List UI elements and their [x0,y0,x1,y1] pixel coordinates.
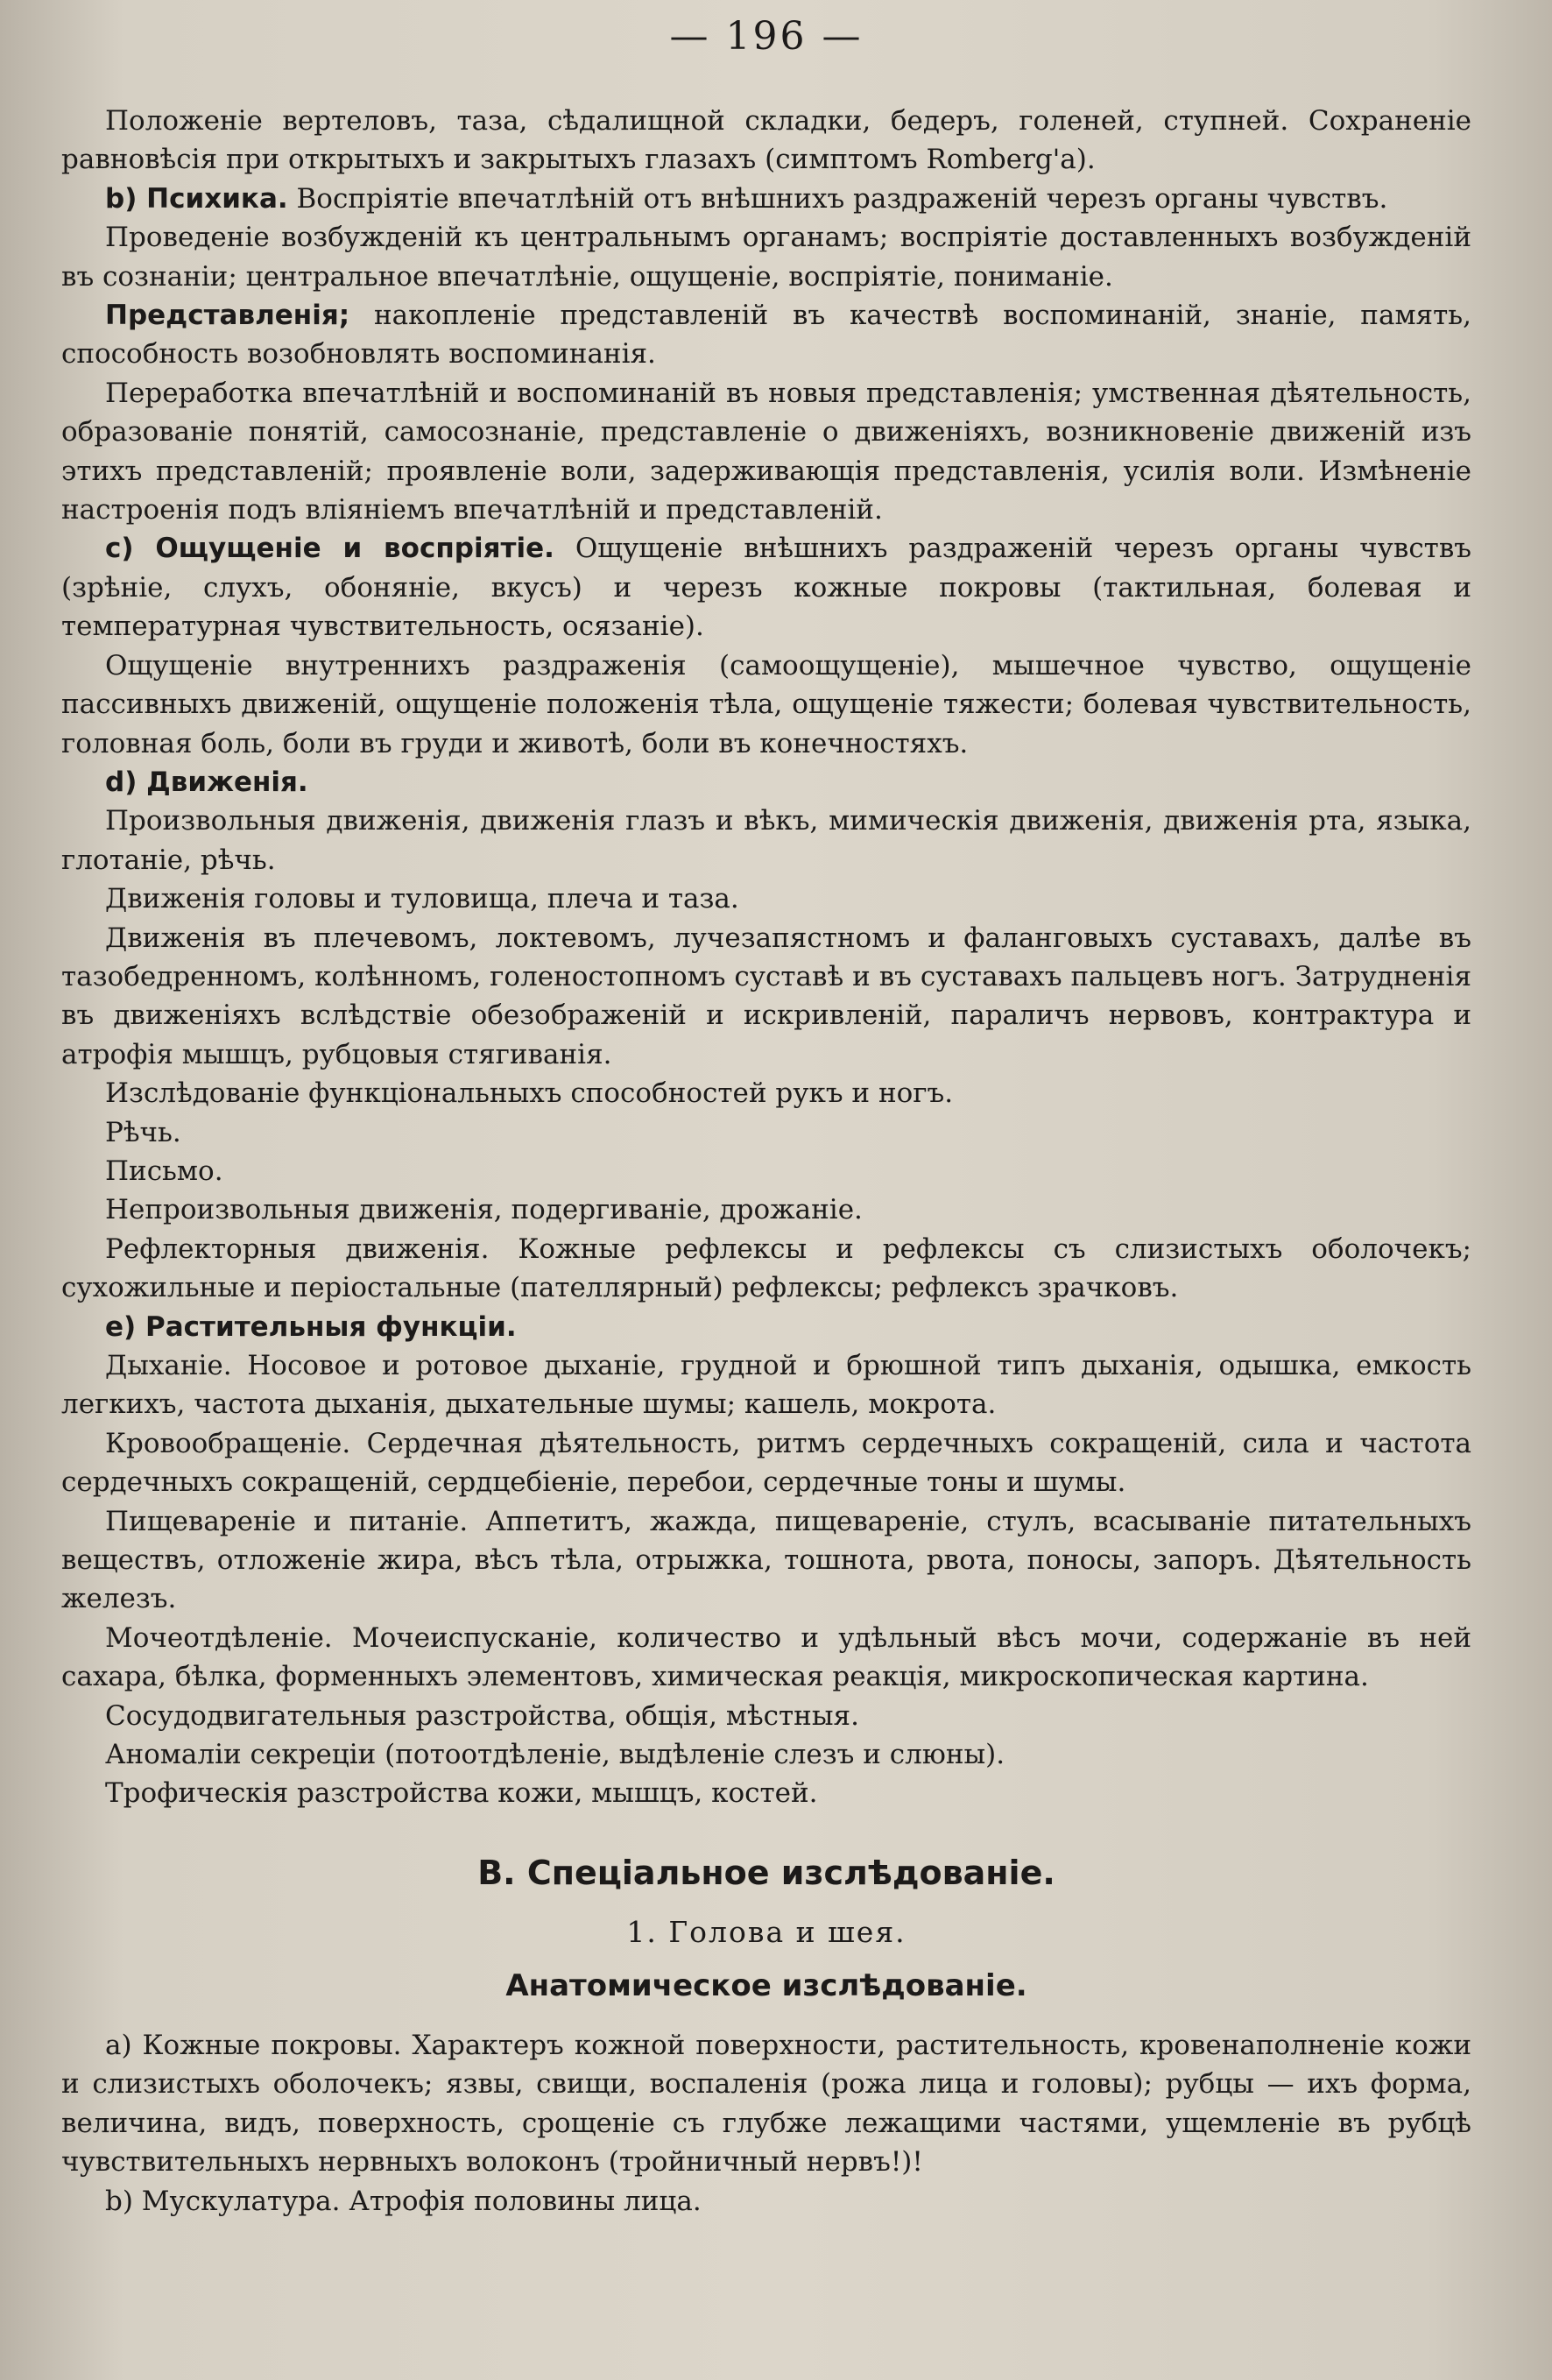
paragraph: a) Кожные покровы. Характеръ кожной поверхности, растительность, кровенаполненiе кожи и слизистыхъ оболочекъ; язвы, свищи, воспаленiя (рожа лица и головы); рубцы — ихъ форма, величина, видъ, поверхность, срощенiе съ глубже лежащими частями, ущемленiе въ рубцѣ чувствительныхъ нервныхъ волоконъ (тройничный нервъ!)! [61,2029,1471,2179]
subsection-title: 1. Голова и шея. [626,1914,907,1949]
paragraph: c) Ощущенiе и воспрiятiе. Ощущенiе внѣшнихъ раздраженiй черезъ органы чувствъ (зрѣнiе, слухъ, обонянiе, вкусъ) и черезъ кожные покровы (тактильная, болевая и температурная чувствительность, осязанiе). [61,533,1472,643]
paragraph: Изслѣдованiе функцiональныхъ способностей рукъ и ногъ. [105,1077,954,1110]
paragraph: Аномалiи секрецiи (потоотдѣленiе, выдѣленiе слезъ и слюны). [105,1739,1005,1771]
paragraph [61,763,1471,802]
paragraph: Непроизвольныя движенiя, подергиванiе, дрожанiе. [105,1194,863,1226]
subsubsection-title: Анатомическое изслѣдованiе. [505,1967,1027,2003]
paragraph [61,1308,1471,1346]
paragraph-heading: c) Ощущенiе и воспрiятiе. [105,533,554,565]
paragraph: b) Мускулатура. Атрофiя половины лица. [105,2185,702,2217]
paragraph-heading: e) Растительныя функцiи. [105,1310,517,1343]
paragraph: b) Психика. Воспрiятiе впечатлѣнiй отъ внѣшнихъ раздраженiй черезъ органы чувствъ. [105,182,1388,215]
body-text [61,102,1471,1813]
paragraph: Сосудодвигательныя разстройства, общiя, мѣстныя. [105,1699,859,1732]
paragraph: Дыханiе. Носовое и ротовое дыханiе, грудной и брюшной типъ дыханiя, одышка, емкость легкихъ, частота дыханiя, дыхательные шумы; кашель, мокрота. [61,1350,1471,1421]
paragraph: Произвольныя движенiя, движенiя глазъ и вѣкъ, мимическiя движенiя, движенiя рта, языка, глотанiе, рѣчь. [61,805,1471,876]
paragraph: Мочеотдѣленiе. Мочеиспусканiе, количество и удѣльный вѣсъ мочи, содержанiе въ ней сахара, бѣлка, форменныхъ элементовъ, химическая реакцiя, микроскопическая картина. [61,1621,1471,1693]
paragraph: Положенiе вертеловъ, таза, сѣдалищной складки, бедеръ, голеней, ступней. Сохраненiе равновѣсiя при открытыхъ и закрытыхъ глазахъ (симптомъ Romberg'a). [61,105,1471,176]
paragraph: Пищеваренiе и питанiе. Аппетитъ, жажда, пищеваренiе, стулъ, всасыванiе питательныхъ веществъ, отложенiе жира, вѣсъ тѣла, отрыжка, тошнота, рвота, поносы, запоръ. Дѣятельность железъ. [61,1505,1471,1615]
paragraph: Трофическiя разстройства кожи, мышцъ, костей. [105,1777,818,1810]
page-number: — 196 — [669,14,864,59]
paragraph-heading: b) Психика. [105,182,288,215]
paragraph: Кровообращенiе. Сердечная дѣятельность, ритмъ сердечныхъ сокращенiй, сила и частота сердечныхъ сокращенiй, сердцебiенiе, перебои, сердечные тоны и шумы. [61,1427,1471,1499]
paragraph: Проведенiе возбужденiй къ центральнымъ органамъ; воспрiятiе доставленныхъ возбужденiй въ сознанiи; центральное впечатлѣнiе, ощущенiе, воспрiятiе, пониманiе. [61,222,1471,293]
paragraph: Движенiя головы и туловища, плеча и таза. [105,883,739,915]
paragraph: Движенiя въ плечевомъ, локтевомъ, лучезапястномъ и фаланговыхъ суставахъ, далѣе въ тазобедренномъ, колѣнномъ, голеностопномъ суставѣ и въ суставахъ пальцевъ ногъ. Затрудненiя въ движенiяхъ вслѣдствiе обезображенiй и искривленiй, параличъ нервовъ, контрактура и атрофiя мышцъ, рубцовыя стягиванiя. [61,922,1471,1070]
paragraph: Рѣчь. [105,1116,181,1148]
paragraph: Переработка впечатлѣнiй и воспоминанiй въ новыя представленiя; умственная дѣятельность, образованiе понятiй, самосознанiе, представленiе о движенiяхъ, возникновенiе движенiй изъ этихъ представленiй; проявленiе воли, задерживающiя представленiя, усилiя воли. Измѣненiе настроенiя подъ влiянiемъ впечатлѣнiй и представленiй. [61,377,1471,526]
body-text-bottom [61,2026,1471,2221]
section-title: B. Спецiальное изслѣдованiе. [477,1853,1055,1892]
paragraph: Рефлекторныя движенiя. Кожные рефлексы и рефлексы съ слизистыхъ оболочекъ; сухожильные и перiостальные (пателлярный) рефлексы; рефлексъ зрачковъ. [61,1232,1471,1304]
paragraph: Представленiя; накопленiе представленiй въ качествѣ воспоминанiй, знанiе, память, способность возобновлять воспоминанiя. [61,300,1471,371]
paragraph: Письмо. [105,1155,223,1187]
paragraph-heading: d) Движенiя. [105,766,308,798]
paragraph-heading: Представленiя; [105,300,350,332]
paragraph: Ощущенiе внутреннихъ раздраженiя (самоощущенiе), мышечное чувство, ощущенiе пассивныхъ движенiй, ощущенiе положенiя тѣла, ощущенiе тяжести; болевая чувствительность, головная боль, боли въ груди и животѣ, боли въ конечностяхъ. [61,649,1471,759]
